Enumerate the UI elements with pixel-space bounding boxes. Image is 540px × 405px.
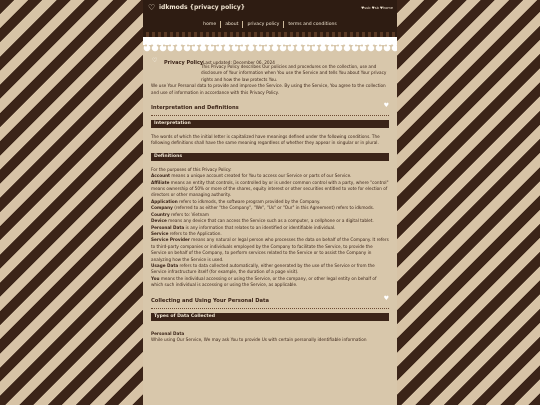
definition-item bbox=[151, 237, 389, 263]
header-links[interactable]: ♥sub ♥sb ♥home bbox=[361, 6, 393, 10]
definition-text: refers to idkmods, the software program provided by the Company. bbox=[177, 198, 321, 204]
definitions-intro: For the purposes of this Privacy Policy: bbox=[151, 166, 232, 172]
last-updated: Last updated: December 06, 2024 bbox=[203, 60, 275, 65]
definition-term: Affiliate bbox=[151, 179, 170, 185]
nav-about[interactable]: about bbox=[225, 21, 239, 27]
heart-icon: ♡ bbox=[152, 57, 158, 64]
lace-dots bbox=[143, 44, 397, 47]
definition-text: means any natural or legal person who processes the data on behalf of the Company. It refers to third-party companies or individuals employed by the Company to facilitate the Service, to provide the Service on behalf of the Company, to perform services related to the Service or to assist the Company in analyzing how the Service is used. bbox=[151, 237, 389, 262]
policy-content bbox=[151, 55, 389, 343]
nav-separator bbox=[283, 21, 284, 28]
heart-icon: ♥ bbox=[383, 102, 389, 110]
definition-term: Company bbox=[151, 205, 173, 211]
intro-paragraph: This Privacy Policy describes Our policies and procedures on the collection, use and disclosure of Your information when You use the Service and tells You about Your privacy rights and how the law protects You. bbox=[201, 64, 387, 82]
main-column bbox=[143, 0, 397, 405]
nav-bar bbox=[143, 16, 397, 32]
definition-text: means an entity that controls, is controlled by or is under common control with a party, where "control" means ownership of 50% or more of the shares, equity interest or other securities entitled to vote for election of directors or other managing authority. bbox=[151, 179, 389, 198]
definition-text: (referred to as either "the Company", "We", "Us" or "Our" in this Agreement) refers to idkmods. bbox=[172, 205, 375, 211]
definition-term: Device bbox=[151, 218, 167, 224]
definition-term: Service bbox=[151, 230, 169, 236]
definition-term: Service Provider bbox=[151, 237, 190, 243]
interpretation-text: The words of which the initial letter is capitalized have meanings defined under the following conditions. The following definitions shall have the same meaning regardless of whether they appear in singular or in plural. bbox=[151, 134, 380, 146]
section-title: Collecting and Using Your Personal Data bbox=[151, 297, 269, 304]
subsection-bar: Definitions bbox=[151, 153, 389, 161]
personal-data-label: Personal Data bbox=[151, 330, 185, 336]
definition-term: Country bbox=[151, 211, 170, 217]
intro-paragraph-2: We use Your Personal data to provide and improve the Service. By using the Service, You agree to the collection and use of information in accordance with this Privacy Policy. bbox=[151, 83, 386, 95]
subsection-bar: Interpretation bbox=[151, 120, 389, 128]
definition-text: refers to: Vietnam bbox=[169, 211, 209, 217]
nav-separator bbox=[242, 21, 243, 28]
site-title: idkmods {privacy policy} bbox=[159, 4, 246, 11]
section-heading bbox=[151, 103, 389, 116]
definition-text: refers to the Application. bbox=[168, 230, 222, 236]
section-title: Interpretation and Definitions bbox=[151, 105, 239, 112]
nav-privacy-policy[interactable]: privacy policy bbox=[247, 21, 280, 27]
nav-separator bbox=[220, 21, 221, 28]
definition-text: refers to data collected automatically, either generated by the use of the Service or from the Service infrastructure itself (for example, the duration of a page visit). bbox=[151, 262, 375, 275]
personal-data-text: While using Our Service, We may ask You to provide Us with certain personally identifiable information bbox=[151, 336, 367, 342]
heart-icon: ♥ bbox=[383, 294, 389, 302]
definition-item bbox=[151, 180, 389, 199]
definitions-list bbox=[151, 173, 389, 288]
definition-item bbox=[151, 276, 389, 289]
heart-icon: ♡ bbox=[148, 3, 156, 12]
definition-term: Usage Data bbox=[151, 262, 179, 268]
definition-text: is any information that relates to an identified or identifiable individual. bbox=[184, 224, 336, 230]
definition-term: Personal Data bbox=[151, 224, 185, 230]
nav-terms[interactable]: terms and conditions bbox=[288, 21, 337, 27]
definition-item bbox=[151, 263, 389, 276]
privacy-title: Privacy Policy bbox=[164, 60, 204, 66]
definition-term: Account bbox=[151, 173, 171, 179]
section-heading bbox=[151, 296, 389, 309]
subsection-bar: Types of Data Collected bbox=[151, 313, 389, 321]
definition-text: means any device that can access the Service such as a computer, a cellphone or a digital tablet. bbox=[166, 218, 374, 224]
definition-text: means the individual accessing or using the Service, or the company, or other legal entity on behalf of which such individual is accessing or using the Service, as applicable. bbox=[151, 275, 377, 288]
nav-home[interactable]: home bbox=[203, 21, 217, 27]
site-header bbox=[143, 0, 397, 32]
definition-text: means a unique account created for You to access our Service or parts of our Service. bbox=[170, 173, 352, 179]
definition-term: You bbox=[151, 275, 160, 281]
privacy-header bbox=[151, 55, 389, 65]
definition-term: Application bbox=[151, 198, 178, 204]
